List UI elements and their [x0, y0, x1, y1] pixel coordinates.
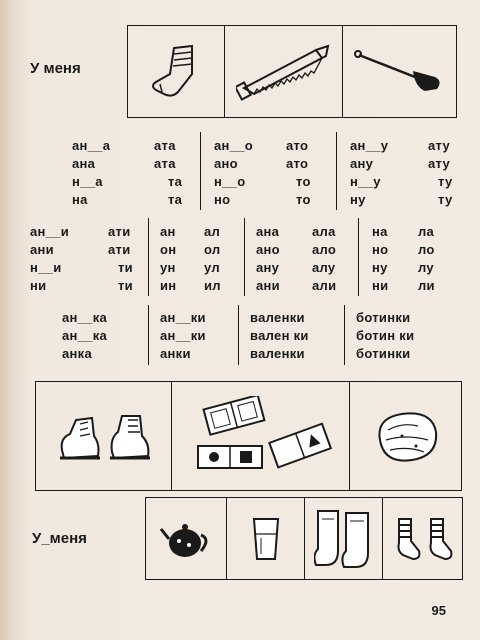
- syllable-text: ани: [256, 278, 280, 293]
- saw-icon: [236, 42, 332, 102]
- potato-icon: [372, 406, 442, 466]
- syllable-text: ли: [418, 278, 435, 293]
- top-picture-strip: [127, 25, 457, 118]
- syllable-text: ала: [312, 224, 336, 239]
- word-text: ан__ки: [160, 328, 206, 343]
- picture-cell: [304, 498, 382, 579]
- syllable-text: ату: [428, 138, 451, 153]
- syllable-text: ана: [72, 156, 96, 171]
- syllable-text: ата: [154, 138, 176, 153]
- syllable-text: то: [296, 174, 311, 189]
- syllable-text: ту: [438, 192, 453, 207]
- word-text: ан__ка: [62, 328, 108, 343]
- syllable-text: ан__а: [72, 138, 111, 153]
- word-text: валенки: [250, 310, 305, 325]
- syllable-text: та: [168, 192, 183, 207]
- picture-cell: [226, 498, 304, 579]
- picture-cell: [342, 26, 458, 117]
- syllable-text: ти: [118, 260, 133, 275]
- divider: [244, 218, 245, 296]
- syllable-text: ал: [204, 224, 221, 239]
- syllable-text: ато: [286, 156, 309, 171]
- socks-icon: [393, 515, 455, 563]
- syllable-text: ун: [160, 260, 176, 275]
- page-number: 95: [431, 603, 446, 618]
- syllable-text: та: [168, 174, 183, 189]
- divider: [148, 218, 149, 296]
- syllable-text: ол: [204, 242, 221, 257]
- syllable-text: ну: [372, 260, 388, 275]
- syllable-text: ати: [108, 242, 131, 257]
- bottom-label: У_меня: [32, 530, 87, 547]
- divider: [200, 132, 201, 210]
- felt-boots-icon: [314, 507, 374, 571]
- divider: [238, 305, 239, 365]
- dominoes-icon: [186, 396, 336, 476]
- syllable-text: али: [312, 278, 337, 293]
- shovel-icon: [353, 47, 449, 97]
- word-text: анки: [160, 346, 191, 361]
- glass-icon: [251, 516, 281, 562]
- syllable-text: н__и: [30, 260, 62, 275]
- syllable-text: алу: [312, 260, 336, 275]
- syllable-text: н__о: [214, 174, 246, 189]
- word-text: анка: [62, 346, 93, 361]
- syllable-text: ту: [438, 174, 453, 189]
- syllable-text: ату: [428, 156, 451, 171]
- syllable-text: лу: [418, 260, 434, 275]
- picture-cell: [224, 26, 342, 117]
- picture-cell: [382, 498, 464, 579]
- syllable-text: ати: [108, 224, 131, 239]
- syllable-text: ин: [160, 278, 177, 293]
- word-text: ботинки: [356, 310, 411, 325]
- syllable-text: ан__и: [30, 224, 70, 239]
- top-label: У меня: [30, 60, 81, 77]
- syllable-text: ано: [256, 242, 280, 257]
- syllable-text: н__у: [350, 174, 381, 189]
- divider: [358, 218, 359, 296]
- divider: [336, 132, 337, 210]
- word-text: валенки: [250, 346, 305, 361]
- word-text: вален ки: [250, 328, 309, 343]
- picture-cell: [36, 382, 171, 490]
- syllable-text: ану: [256, 260, 280, 275]
- picture-cell: [171, 382, 349, 490]
- bottom-picture-strip: [145, 497, 463, 580]
- syllable-text: ато: [286, 138, 309, 153]
- syllable-text: ана: [256, 224, 280, 239]
- boots-icon: [54, 406, 154, 466]
- teapot-icon: [159, 517, 213, 561]
- middle-picture-strip: [35, 381, 462, 491]
- picture-cell: [146, 498, 226, 579]
- syllable-text: ло: [418, 242, 435, 257]
- syllable-text: ти: [118, 278, 133, 293]
- word-text: ботин ки: [356, 328, 415, 343]
- syllable-text: но: [372, 242, 389, 257]
- syllable-text: ну: [350, 192, 366, 207]
- sock-icon: [146, 44, 206, 100]
- syllable-text: на: [72, 192, 88, 207]
- divider: [148, 305, 149, 365]
- picture-cell: [128, 26, 224, 117]
- syllable-text: ани: [30, 242, 54, 257]
- syllable-text: ан__у: [350, 138, 389, 153]
- syllable-text: ан: [160, 224, 176, 239]
- picture-cell: [349, 382, 463, 490]
- syllable-text: то: [296, 192, 311, 207]
- syllable-text: но: [214, 192, 231, 207]
- word-text: ботинки: [356, 346, 411, 361]
- syllable-text: на: [372, 224, 388, 239]
- syllable-text: ил: [204, 278, 221, 293]
- syllable-text: н__а: [72, 174, 103, 189]
- syllable-text: ла: [418, 224, 435, 239]
- syllable-text: ни: [30, 278, 47, 293]
- syllable-text: ни: [372, 278, 389, 293]
- syllable-text: ану: [350, 156, 374, 171]
- divider: [344, 305, 345, 365]
- syllable-text: ан__о: [214, 138, 253, 153]
- syllable-text: ало: [312, 242, 337, 257]
- syllable-text: ата: [154, 156, 176, 171]
- word-text: ан__ка: [62, 310, 108, 325]
- syllable-text: он: [160, 242, 177, 257]
- syllable-text: ул: [204, 260, 220, 275]
- syllable-text: ано: [214, 156, 238, 171]
- word-text: ан__ки: [160, 310, 206, 325]
